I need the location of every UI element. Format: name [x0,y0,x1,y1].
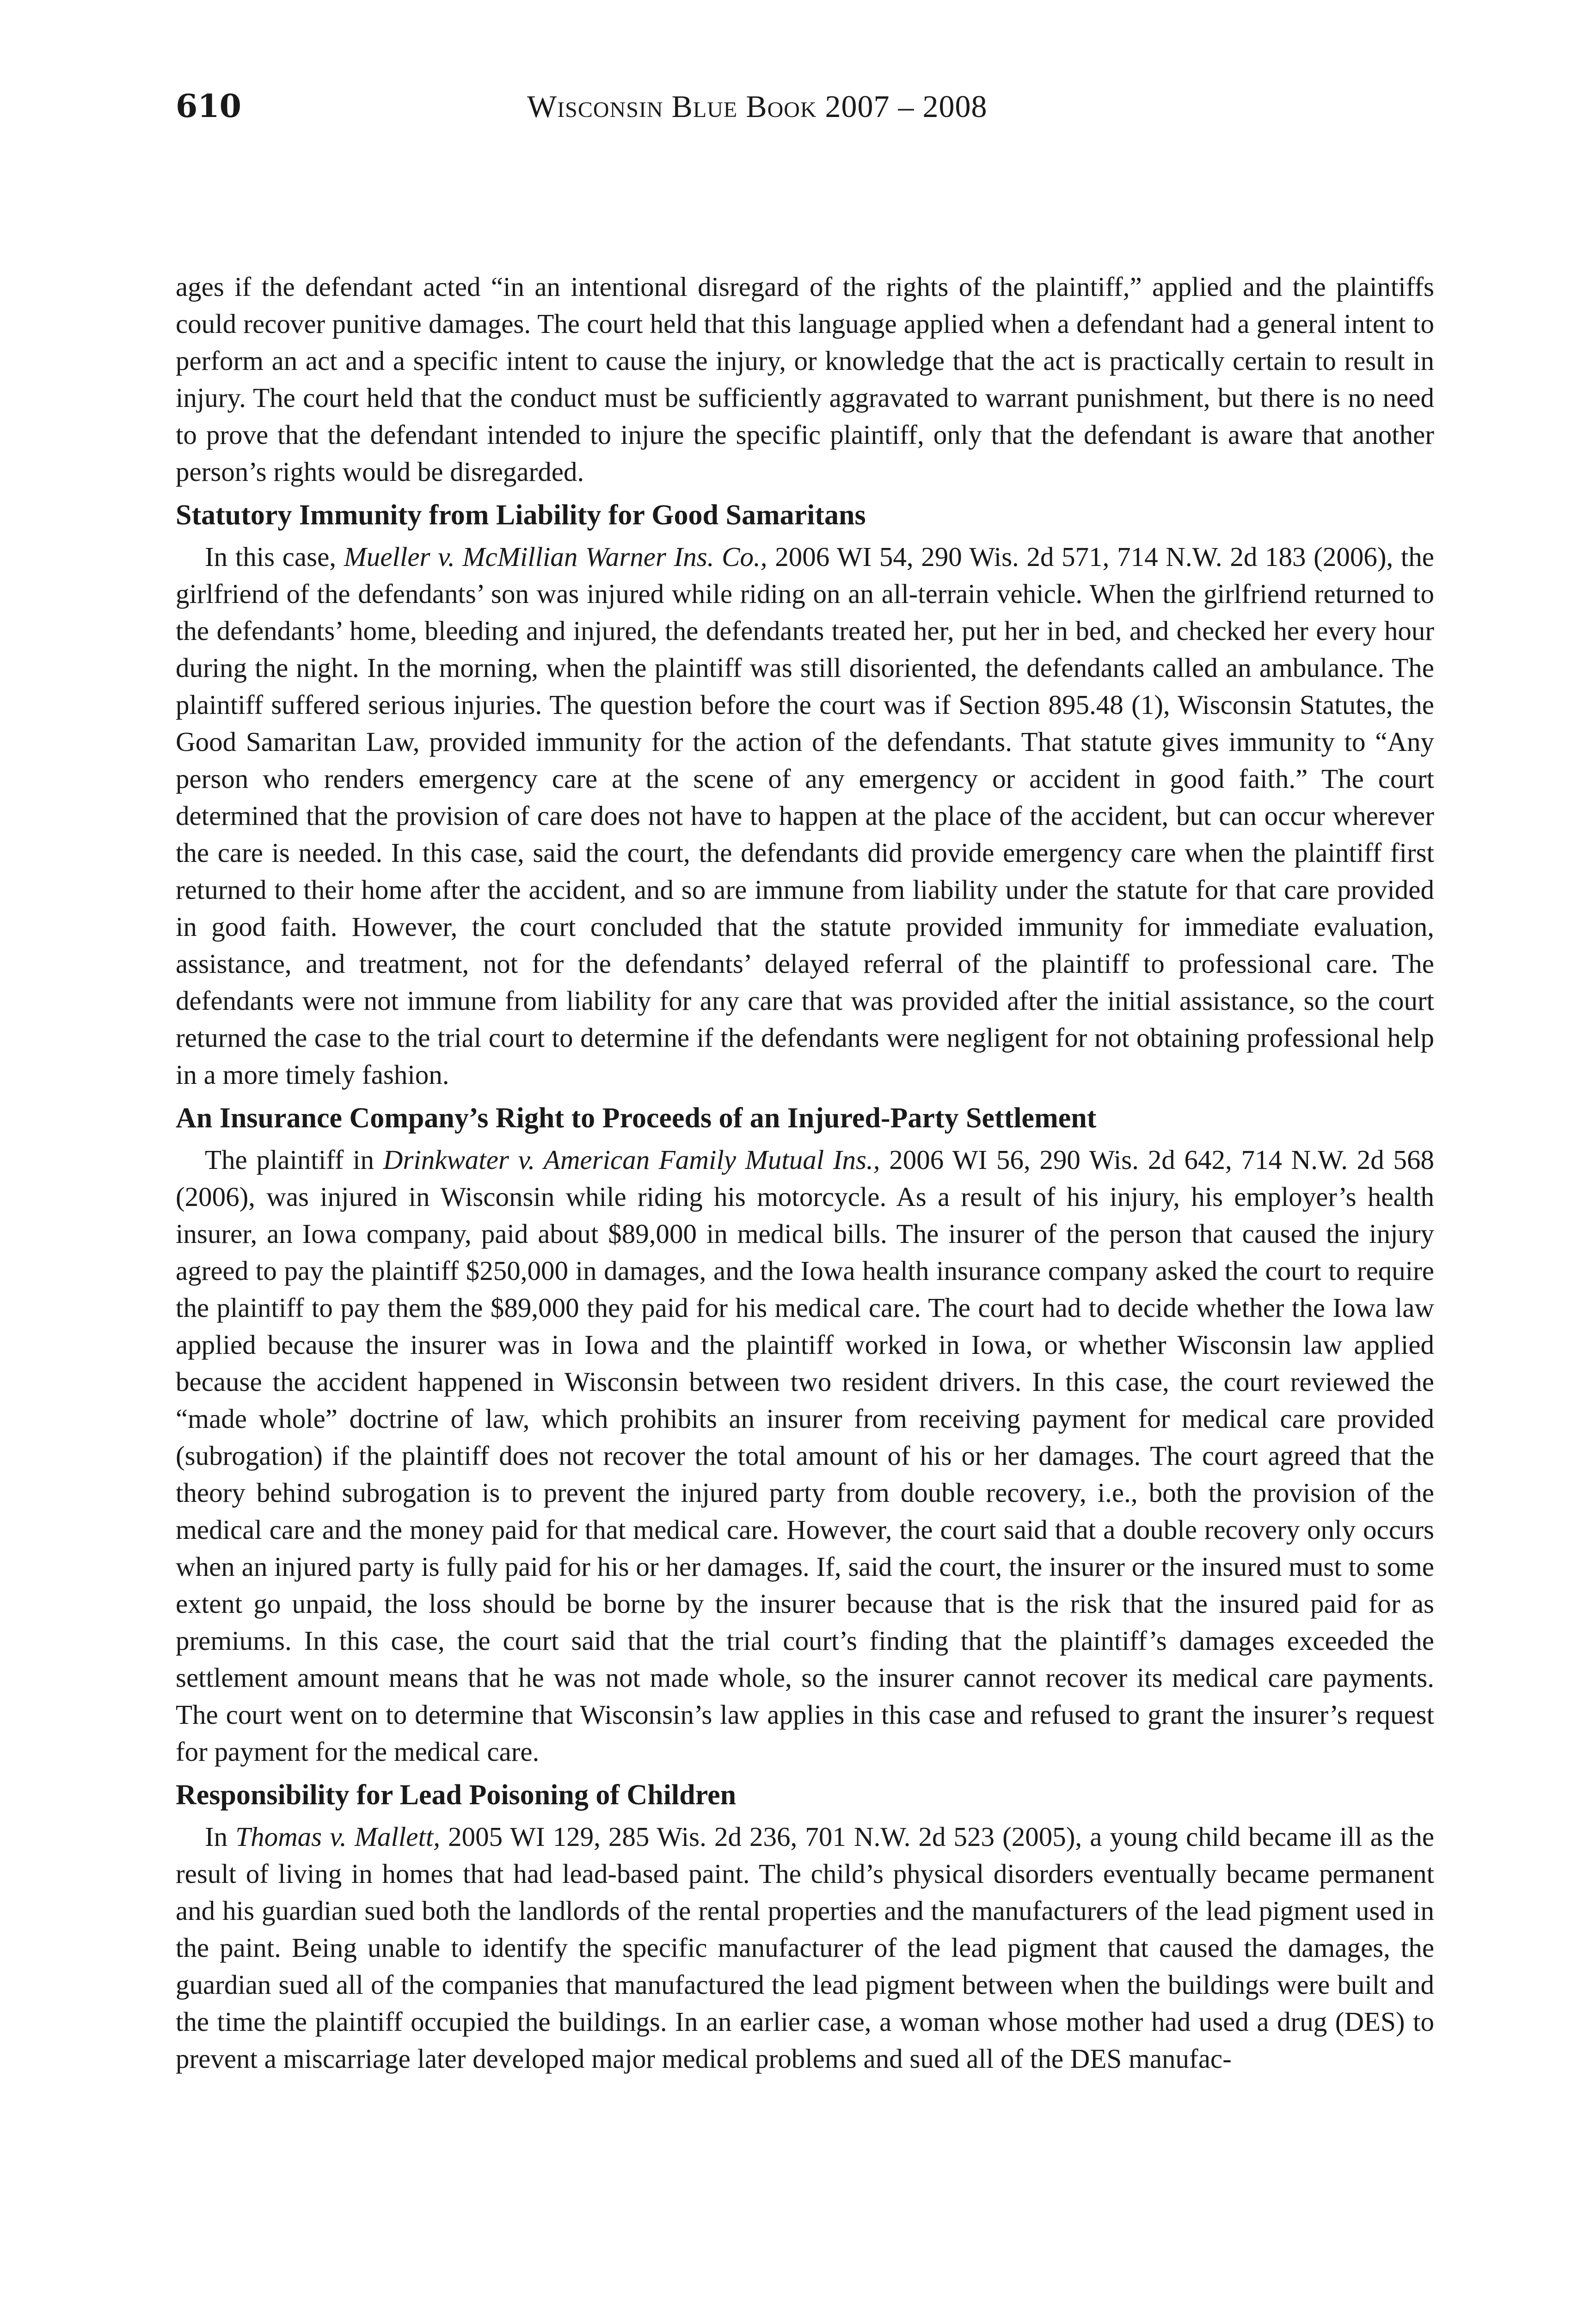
case-citation: Thomas v. Mallett, [235,1821,441,1852]
paragraph-text: 2006 WI 56, 290 Wis. 2d 642, 714 N.W. 2d 568 (2006), was injured in Wisconsin while riding his motorcycle. As a result of his injury, his employer’s health insurer, an Iowa company, paid about $89,000 in medical bills. The insurer of the person that caused the injury agreed to pay the plaintiff $250,000 in damages, and the Iowa health insurance company asked the court to require the plaintiff to pay them the $89,000 they paid for his medical care. The court had to decide whether the Iowa law applied because the insurer was in Iowa and the plaintiff worked in Iowa, or whether Wisconsin law applied because the accident happened in Wisconsin between two resident drivers. In this case, the court reviewed the “made whole” doctrine of law, which prohibits an insurer from receiving payment for medical care provided (subrogation) if the plaintiff does not recover the total amount of his or her damages. The court agreed that the theory behind subrogation is to prevent the injured party from double recovery, i.e., both the provision of the medical care and the money paid for that medical care. However, the court said that a double recovery only occurs when an injured party is fully paid for his or her damages. If, said the court, the insurer or the insured must to some extent go unpaid, the loss should be borne by the insurer because that is the risk that the insured paid for as premiums. In this case, the court said that the trial court’s finding that the plaintiff’s damages exceeded the settlement amount means that he was not made whole, so the insurer cannot recover its medical care payments. The court went on to determine that Wisconsin’s law applies in this case and refused to grant the insurer’s request for payment for the medical care. [176,1144,1434,1767]
paragraph-lead: In [205,1821,236,1852]
body-text [176,268,1434,2077]
paragraph-text: 2005 WI 129, 285 Wis. 2d 236, 701 N.W. 2d 523 (2005), a young child became ill as the result of living in homes that had lead-based paint. The child’s physical disorders eventually became permanent and his guardian sued both the landlords of the rental properties and the manufacturers of the lead pigment used in the paint. Being unable to identify the specific manufacturer of the lead pigment that caused the damages, the guardian sued all of the companies that manufactured the lead pigment between when the buildings were built and the time the plaintiff occupied the buildings. In an earlier case, a woman whose mother had used a drug (DES) to prevent a miscarriage later developed major medical problems and sued all of the DES manufac- [176,1821,1434,2074]
paragraph-lead: In this case, [205,541,344,572]
page-number: 610 [176,88,241,125]
section-heading-lead-poisoning: Responsibility for Lead Poisoning of Children [176,1779,737,1811]
intro-paragraph: ages if the defendant acted “in an intentional disregard of the rights of the plaintiff,” applied and the plaintiffs could recover punitive damages. The court held that this language applied when a defendant had a general intent to perform an act and a specific intent to cause the injury, or knowledge that the act is practically certain to result in injury. The court held that the conduct must be sufficiently aggravated to warrant punishment, but there is no need to prove that the defendant intended to injure the specific plaintiff, only that the defendant is aware that another person’s rights would be disregarded. [176,271,1434,487]
section-heading-good-samaritans: Statutory Immunity from Liability for Good Samaritans [176,499,866,531]
paragraph-text: 2006 WI 54, 290 Wis. 2d 571, 714 N.W. 2d 183 (2006), the girlfriend of the defendants’ son was injured while riding on an all-terrain vehicle. When the girlfriend returned to the defendants’ home, bleeding and injured, the defendants treated her, put her in bed, and checked her every hour during the night. In the morning, when the plaintiff was still disoriented, the defendants called an ambulance. The plaintiff suffered serious injuries. The question before the court was if Section 895.48 (1), Wisconsin Statutes, the Good Samaritan Law, provided immunity for the action of the defendants. That statute gives immunity to “Any person who renders emergency care at the scene of any emergency or accident in good faith.” The court determined that the provision of care does not have to happen at the place of the accident, but can occur wherever the care is needed. In this case, said the court, the defendants did provide emergency care when the plaintiff first returned to their home after the accident, and so are immune from liability under the statute for that care provided in good faith. However, the court concluded that the statute provided immunity for immediate evaluation, assistance, and treatment, not for the defendants’ delayed referral of the plaintiff to professional care. The defendants were not immune from liability for any care that was provided after the initial assistance, so the court returned the case to the trial court to determine if the defendants were negligent for not obtaining professional help in a more timely fashion. [176,541,1434,1090]
case-citation: Mueller v. McMillian Warner Ins. Co., [344,541,767,572]
paragraph-insurance [176,1141,1434,1770]
book-title: Wisconsin Blue Book 2007 – 2008 [527,89,988,124]
paragraph-lead-poisoning [176,1818,1434,2077]
running-head [176,88,1434,143]
case-citation: Drinkwater v. American Family Mutual Ins., [383,1144,880,1175]
section-heading-insurance: An Insurance Company’s Right to Proceeds of an Injured-Party Settlement [176,1102,1097,1134]
paragraph-lead: The plaintiff in [205,1144,383,1175]
book-page [176,88,1434,2077]
paragraph-good-samaritans [176,538,1434,1093]
